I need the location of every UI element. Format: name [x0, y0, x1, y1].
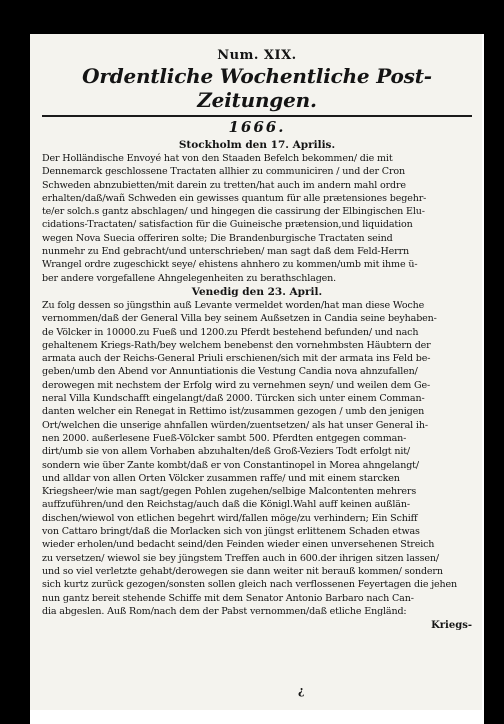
- text-line: auffzuführen/und den Reichstag/auch daß die Königl.Wahl auff keinen außlän-: [42, 499, 410, 511]
- text-line: und alldar von allen Orten Völcker zusammen raffe/ und mit einem starcken: [42, 472, 400, 484]
- newspaper-page: [30, 34, 482, 710]
- text-line: Ort/welchen die unserige ahnfallen würden/zuentsetzen/ als hat unser General ih-: [42, 419, 428, 431]
- newspaper-title: Ordentliche Wochentliche Post-Zeitungen.: [82, 64, 432, 112]
- text-line: und so viel verletzte gehabt/derowegen sie dann weiter nit berauß kommen/ sondern: [42, 565, 443, 577]
- signature-mark: ¿: [298, 684, 305, 697]
- scan-left-border: [0, 0, 30, 724]
- text-line: wegen Nova Suecia offeriren solte; Die Brandenburgische Tractaten seind: [42, 232, 393, 244]
- text-line: sich kurtz zurück gezogen/sonsten sollen gleich nach verflossenen Feyertagen die jehen: [42, 579, 458, 591]
- catchword: Kriegs-: [431, 620, 472, 632]
- text-line: Wrangel ordre zugeschickt seye/ ehistens ahnhero zu kommen/umb mit ihme ü-: [42, 259, 418, 271]
- issue-number: Num. XIX.: [217, 48, 297, 63]
- text-line: nunmehr zu End gebracht/und unterschrieben/ man sagt daß dem Feld-Herrn: [42, 246, 409, 258]
- issue-year: 1666.: [228, 118, 286, 136]
- text-line: gehaltenem Kriegs-Rath/bey welchem benebenst den vornehmbsten Häubtern der: [42, 339, 431, 351]
- page-content: [42, 42, 472, 706]
- text-line: te/er solch.s gantz abschlagen/ und hingegen die cassirung der Elbingischen Elu-: [42, 206, 425, 218]
- text-line: derowegen mit nechstem der Erfolg wird zu vernehmen seyn/ und weilen dem Ge-: [42, 379, 431, 391]
- text-line: erhalten/daß/wañ Schweden ein gewisses quantum für alle prætensiones begehr-: [42, 192, 427, 204]
- text-line: zu versetzen/ wiewol sie bey jüngstem Treffen auch in 600.der ihrigen sitzen lassen/: [42, 552, 439, 564]
- text-line: nen 2000. außerlesene Fueß-Völcker sambt 500. Pferdten entgegen comman-: [42, 432, 407, 444]
- article-body: [42, 138, 472, 618]
- text-line: Dennemarck geschlossene Tractaten allhier zu communiciren / und der Cron: [42, 166, 405, 178]
- text-line: geben/umb den Abend vor Annuntiationis die Vestung Candia nova ahnzufallen/: [42, 366, 418, 378]
- title-rule: [42, 115, 472, 117]
- text-line: vernommen/daß der General Villa bey seinem Außsetzen in Candia seine beyhaben-: [42, 313, 437, 325]
- text-line: nun gantz bereit stehende Schiffe mit dem Senator Antonio Barbaro nach Can-: [42, 592, 414, 604]
- text-line: ber andere vorgefallene Ahngelegenheiten zu berathschlagen.: [42, 272, 337, 284]
- text-line: de Völcker in 10000.zu Fueß und 1200.zu Pferdt bestehend befunden/ und nach: [42, 326, 419, 338]
- text-line: Kriegsheer/wie man sagt/gegen Pohlen zugehen/selbige Malcontenten mehrers: [42, 486, 417, 498]
- scan-right-border: [484, 0, 504, 724]
- text-line: dirt/umb sie von allem Vorhaben abzuhalten/deß Groß-Veziers Todt erfolgt nit/: [42, 446, 410, 458]
- text-line: cidations-Tractaten/ satisfaction für die Guineische prætension,und liquidation: [42, 219, 413, 231]
- dateline: Stockholm den 17. Aprilis.: [178, 139, 336, 151]
- text-line: sondern wie über Zante kombt/daß er von Constantinopel in Morea ahngelangt/: [42, 459, 419, 471]
- text-line: Der Holländische Envoyé hat von den Staaden Befelch bekommen/ die mit: [42, 153, 393, 164]
- text-line: dischen/wiewol von etlichen begehrt wird/fallen möge/zu verhindern; Ein Schiff: [42, 512, 418, 524]
- text-line: von Cattaro bringt/daß die Morlacken sich von jüngst erlittenem Schaden etwas: [42, 526, 420, 538]
- text-line: danten welcher ein Renegat in Rettimo ist/zusammen gezogen / umb den jenigen: [42, 406, 425, 418]
- text-line: armata auch der Reichs-General Priuli erschienen/sich mit der armata ins Feld be-: [42, 353, 431, 365]
- scan-top-border: [0, 0, 504, 34]
- text-line: dia abgeslen. Auß Rom/nach dem der Pabst vernommen/daß etliche Engländ:: [42, 605, 407, 617]
- text-line: Zu folg dessen so jüngsthin auß Levante vermeldet worden/hat man diese Woche: [42, 299, 425, 311]
- text-line: Schweden abnzubietten/mit darein zu tretten/hat auch im andern mahl ordre: [42, 179, 406, 191]
- text-line: neral Villa Kundschafft eingelangt/daß 2000. Türcken sich unter einem Comman-: [42, 393, 425, 405]
- dateline: Venedig den 23. April.: [191, 285, 323, 298]
- text-line: wieder erholen/und bedacht seind/den Feinden wieder einen unversehenen Streich: [42, 539, 435, 551]
